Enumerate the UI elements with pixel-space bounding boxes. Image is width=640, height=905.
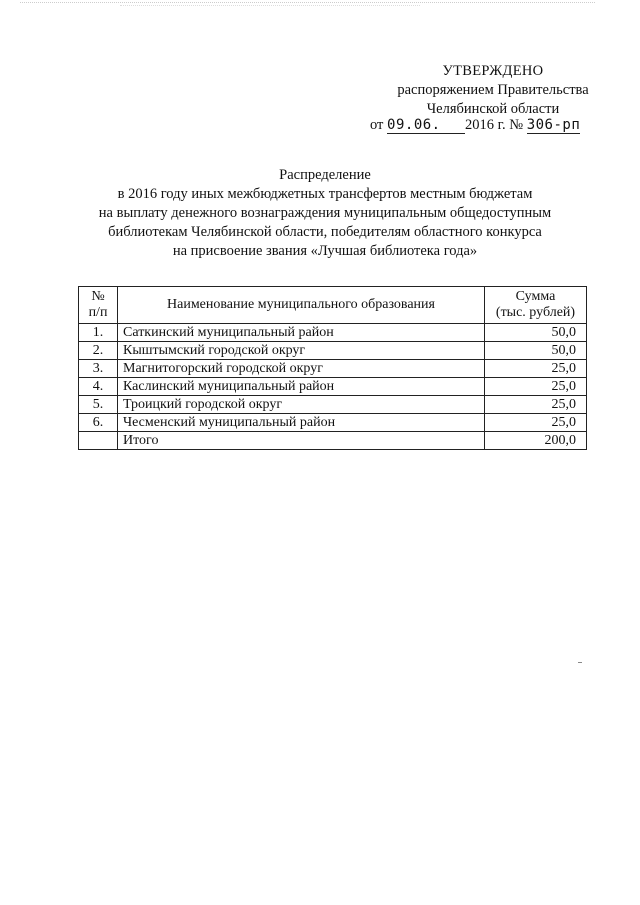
- scan-artifact-mark: [578, 662, 582, 663]
- approval-line-1: распоряжением Правительства: [397, 82, 589, 98]
- table-row: [79, 396, 587, 414]
- row-num: 4.: [79, 378, 118, 396]
- heading-line-1: Распределение: [279, 167, 371, 183]
- row-num: 3.: [79, 360, 118, 378]
- total-label: Итого: [118, 432, 485, 450]
- header-name: Наименование муниципального образования: [118, 287, 485, 324]
- distribution-table: [78, 286, 587, 450]
- row-name: Чесменский муниципальный район: [118, 414, 485, 432]
- header-num-line-2: п/п: [88, 305, 108, 320]
- total-sum: 200,0: [485, 432, 587, 450]
- header-sum: [485, 287, 587, 324]
- table-total-row: [79, 432, 587, 450]
- heading-line-5: на присвоение звания «Лучшая библиотека года»: [172, 243, 478, 259]
- document-heading: [60, 166, 590, 261]
- header-sum-line-2: (тыс. рублей): [495, 305, 576, 320]
- row-sum: 25,0: [485, 414, 587, 432]
- header-num-line-1: №: [91, 289, 105, 304]
- year-text: 2016 г. №: [465, 117, 524, 133]
- table-row: [79, 342, 587, 360]
- table-row: [79, 360, 587, 378]
- approval-block: [370, 62, 608, 133]
- date-underline: [387, 118, 465, 134]
- date-prefix: от: [370, 117, 384, 133]
- header-sum-line-1: Сумма: [515, 289, 556, 304]
- row-sum: 25,0: [485, 396, 587, 414]
- table-header-row: [79, 287, 587, 324]
- number-underline: [527, 118, 581, 134]
- table-row: [79, 324, 587, 342]
- row-sum: 50,0: [485, 324, 587, 342]
- row-name: Каслинский муниципальный район: [118, 378, 485, 396]
- row-name: Магнитогорский городской округ: [118, 360, 485, 378]
- row-name: Саткинский муниципальный район: [118, 324, 485, 342]
- table-row: [79, 414, 587, 432]
- row-num: 1.: [79, 324, 118, 342]
- table-row: [79, 378, 587, 396]
- scan-artifact-line: [120, 5, 420, 8]
- heading-line-4: библиотекам Челябинской области, победителям областного конкурса: [108, 224, 542, 240]
- row-sum: 50,0: [485, 342, 587, 360]
- approval-title: УТВЕРЖДЕНО: [442, 63, 544, 79]
- row-sum: 25,0: [485, 360, 587, 378]
- approval-date-line: [370, 116, 620, 135]
- date-handwritten: 09.06.: [387, 117, 441, 133]
- row-name: Троицкий городской округ: [118, 396, 485, 414]
- row-num: 5.: [79, 396, 118, 414]
- heading-line-2: в 2016 году иных межбюджетных трансфертов местным бюджетам: [117, 186, 533, 202]
- row-num: 2.: [79, 342, 118, 360]
- header-num: [79, 287, 118, 324]
- row-name: Кыштымский городской округ: [118, 342, 485, 360]
- number-handwritten: 306-рп: [526, 117, 581, 133]
- heading-line-3: на выплату денежного вознаграждения муниципальным общедоступным: [98, 205, 552, 221]
- total-num: [79, 432, 118, 450]
- row-sum: 25,0: [485, 378, 587, 396]
- approval-line-2: Челябинской области: [426, 101, 560, 117]
- row-num: 6.: [79, 414, 118, 432]
